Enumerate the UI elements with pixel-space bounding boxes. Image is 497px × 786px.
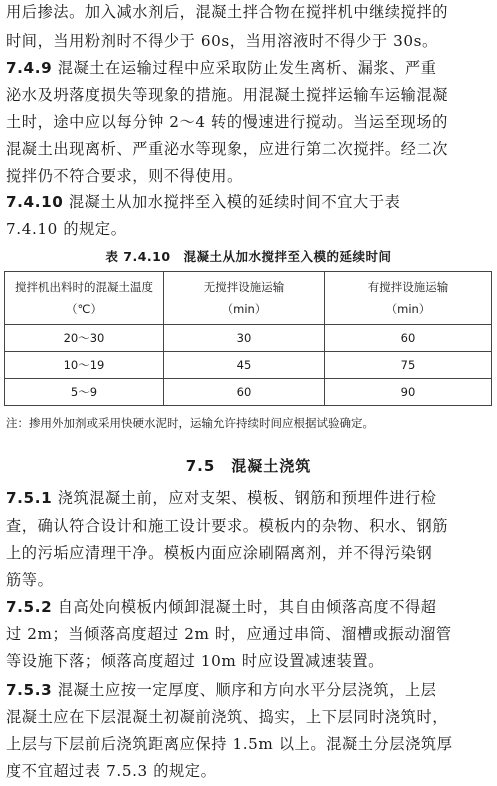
header-label: 无搅拌设施运输 (203, 280, 285, 294)
text-line: 混凝土出现离析、严重泌水等现象，应进行第二次搅拌。经二次 (6, 140, 449, 158)
text-line: 筋等。 (6, 571, 54, 589)
clause-text: 混凝土在运输过程中应采取防止发生离析、漏浆、严重 (57, 59, 437, 77)
header-with-agitator (325, 272, 492, 325)
text-line: 泌水及坍落度损失等现象的措施。用混凝土搅拌运输车运输混凝 (6, 86, 449, 104)
table-cell: 60 (325, 325, 492, 352)
table-header-row (5, 272, 492, 325)
text-line: 等设施下落；倾落高度超过 10m 时应设置减速装置。 (6, 652, 384, 670)
section-title: 7.5 混凝土浇筑 (185, 457, 312, 475)
header-temperature (5, 272, 164, 325)
header-unit: （℃） (66, 302, 102, 316)
header-label: 有搅拌设施运输 (367, 280, 449, 294)
table-cell: 10～19 (5, 352, 164, 379)
text-line: 度不宜超过表 7.5.3 的规定。 (6, 762, 217, 780)
clause-text: 混凝土应按一定厚度、顺序和方向水平分层浇筑，上层 (57, 681, 437, 699)
clause-text: 浇筑混凝土前，应对支架、模板、钢筋和预埋件进行检 (57, 489, 437, 507)
clause-number: 7.5.2 (6, 598, 53, 616)
table-title: 表 7.4.10 混凝土从加水搅拌至入模的延续时间 (105, 249, 392, 264)
text-line: 上层与下层前后浇筑距离应保持 1.5m 以上。混凝土分层浇筑厚 (6, 735, 453, 753)
text-line: 混凝土应在下层混凝土初凝前浇筑、捣实，上下层同时浇筑时， (6, 708, 449, 726)
table-cell: 60 (164, 379, 325, 406)
text-line: 时间，当用粉剂时不得少于 60s，当用溶液时不得少于 30s。 (6, 32, 438, 50)
table-cell: 20～30 (5, 325, 164, 352)
clause-number: 7.4.9 (6, 59, 53, 77)
table-row (5, 352, 492, 379)
table-cell: 30 (164, 325, 325, 352)
text-line: 查，确认符合设计和施工设计要求。模板内的杂物、积水、钢筋 (6, 517, 449, 535)
clause-7-5-2 (6, 597, 492, 617)
header-unit: （min） (221, 302, 267, 316)
text-line: 7.4.10 的规定。 (6, 220, 127, 238)
clause-number: 7.4.10 (6, 193, 64, 211)
table-cell: 45 (164, 352, 325, 379)
table-cell: 5～9 (5, 379, 164, 406)
header-no-agitator (164, 272, 325, 325)
table-cell: 75 (325, 352, 492, 379)
table-row (5, 325, 492, 352)
text-line: 土时，途中应以每分钟 2～4 转的慢速进行搅动。当运至现场的 (6, 113, 448, 131)
clause-text: 混凝土从加水搅拌至入模的延续时间不宜大于表 (68, 193, 401, 211)
text-line: 用后掺法。加入减水剂后，混凝土拌合物在搅拌机中继续搅拌的 (6, 3, 449, 21)
table-note: 注：掺用外加剂或采用快硬水泥时，运输允许持续时间应根据试验确定。 (6, 416, 374, 430)
text-line: 上的污垢应清理干净。模板内面应涂刷隔离剂，并不得污染钢 (6, 544, 433, 562)
clause-7-4-10 (6, 192, 492, 212)
clause-number: 7.5.1 (6, 489, 53, 507)
clause-text: 自高处向模板内倾卸混凝土时，其自由倾落高度不得超 (57, 598, 437, 616)
duration-table (4, 271, 492, 406)
header-unit: （min） (385, 302, 431, 316)
table-row (5, 379, 492, 406)
clause-7-4-9 (6, 58, 492, 78)
clause-7-5-1 (6, 488, 492, 508)
text-line: 搅拌仍不符合要求，则不得使用。 (6, 167, 243, 185)
text-line: 过 2m；当倾落高度超过 2m 时，应通过串筒、溜槽或振动溜管 (6, 625, 452, 643)
table-cell: 90 (325, 379, 492, 406)
clause-number: 7.5.3 (6, 681, 53, 699)
header-label: 搅拌机出料时的混凝土温度 (15, 280, 153, 294)
clause-7-5-3 (6, 680, 492, 700)
